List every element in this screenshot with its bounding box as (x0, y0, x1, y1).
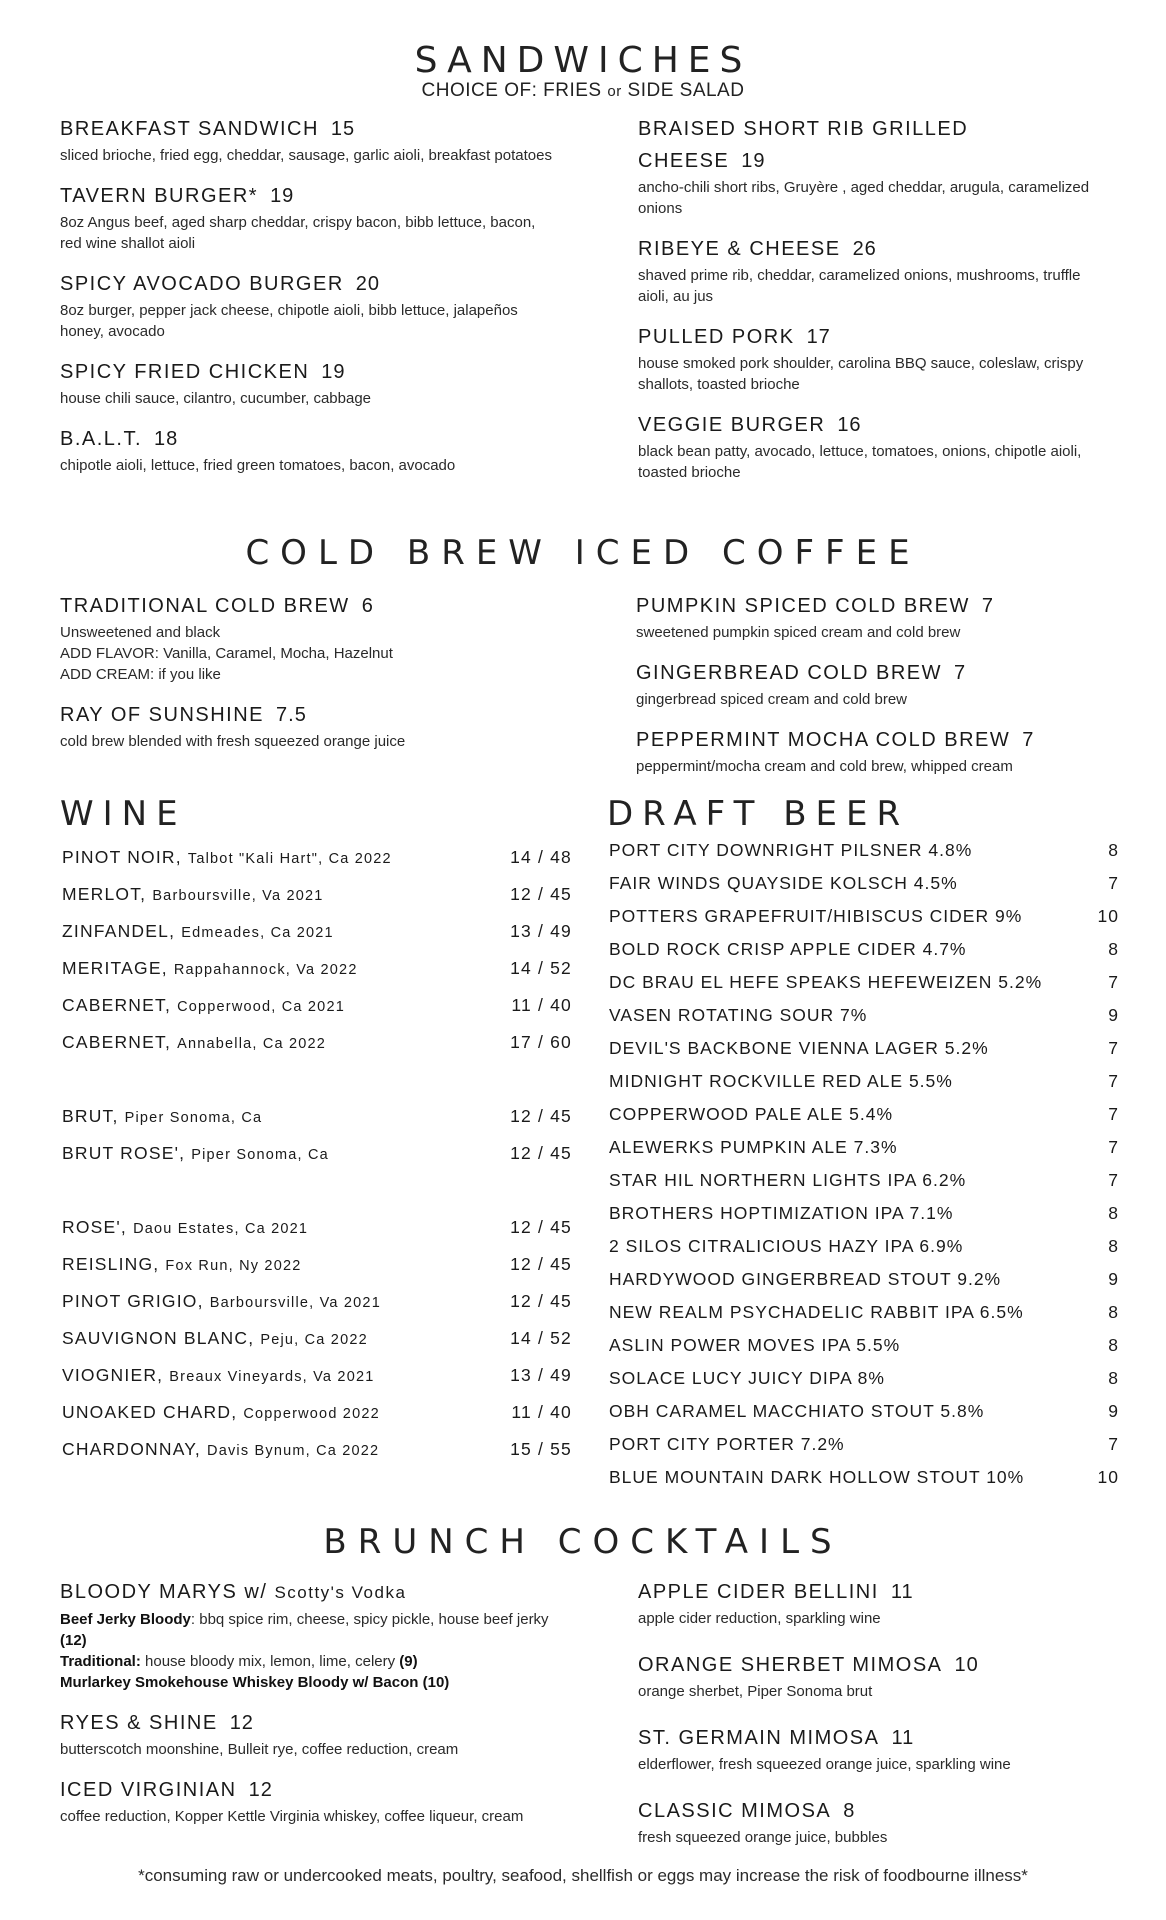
beer-row: HARDYWOOD GINGERBREAD STOUT 9.2% 9 (609, 1269, 1119, 1289)
wine-row: VIOGNIER, Breaux Vineyards, Va 2021 13 / 49 (62, 1365, 572, 1385)
cocktails-left-column (60, 1576, 560, 1841)
cocktails-title: BRUNCH COCKTAILS (323, 1522, 843, 1562)
beer-row: COPPERWOOD PALE ALE 5.4% 7 (609, 1104, 1119, 1124)
beer-row: BLUE MOUNTAIN DARK HOLLOW STOUT 10% 10 (609, 1467, 1119, 1487)
menu-item: SPICY FRIED CHICKEN 19 house chili sauce, cilantro, cucumber, cabbage (60, 361, 372, 407)
coffee-left-column (60, 590, 560, 766)
beer-title: DRAFT BEER (607, 794, 910, 834)
beer-row: PORT CITY DOWNRIGHT PILSNER 4.8% 8 (609, 840, 1119, 860)
beer-row: BROTHERS HOPTIMIZATION IPA 7.1% 8 (609, 1203, 1119, 1223)
wine-row: REISLING, Fox Run, Ny 2022 12 / 45 (62, 1254, 572, 1274)
wine-title: WINE (60, 794, 187, 834)
wine-row: MERLOT, Barboursville, Va 2021 12 / 45 (62, 884, 572, 904)
wine-row: ZINFANDEL, Edmeades, Ca 2021 13 / 49 (62, 921, 572, 941)
beer-row: POTTERS GRAPEFRUIT/HIBISCUS CIDER 9% 10 (609, 906, 1119, 926)
menu-item: PEPPERMINT MOCHA COLD BREW 7 peppermint/mocha cream and cold brew, whipped cream (636, 729, 1035, 775)
menu-item: SPICY AVOCADO BURGER 20 8oz burger, pepper jack cheese, chipotle aioli, bibb lettuce, jalapeños honey, avocado (60, 273, 518, 340)
menu-item: BREAKFAST SANDWICH 15 sliced brioche, fried egg, cheddar, sausage, garlic aioli, breakfast potatoes (60, 118, 552, 164)
menu-item: PUMPKIN SPICED COLD BREW 7 sweetened pumpkin spiced cream and cold brew (636, 595, 994, 641)
menu-item: TRADITIONAL COLD BREW 6 Unsweetened and black ADD FLAVOR: Vanilla, Caramel, Mocha, Hazelnut ADD CREAM: if you like (60, 595, 393, 683)
beer-row: DEVIL'S BACKBONE VIENNA LAGER 5.2% 7 (609, 1038, 1119, 1058)
beer-row: PORT CITY PORTER 7.2% 7 (609, 1434, 1119, 1454)
beer-row: NEW REALM PSYCHADELIC RABBIT IPA 6.5% 8 (609, 1302, 1119, 1322)
beer-row: STAR HIL NORTHERN LIGHTS IPA 6.2% 7 (609, 1170, 1119, 1190)
cocktails-right-column (638, 1576, 1108, 1862)
wine-row: CABERNET, Copperwood, Ca 2021 11 / 40 (62, 995, 572, 1015)
beer-row: OBH CARAMEL MACCHIATO STOUT 5.8% 9 (609, 1401, 1119, 1421)
coffee-right-column (636, 590, 1116, 791)
menu-item: GINGERBREAD COLD BREW 7 gingerbread spiced cream and cold brew (636, 662, 967, 708)
sandwiches-right-column (638, 113, 1108, 497)
menu-item: B.A.L.T. 18 chipotle aioli, lettuce, fried green tomatoes, bacon, avocado (60, 428, 456, 474)
wine-row: CHARDONNAY, Davis Bynum, Ca 2022 15 / 55 (62, 1439, 572, 1459)
wine-row: PINOT NOIR, Talbot "Kali Hart", Ca 2022 14 / 48 (62, 847, 572, 867)
wine-row: CABERNET, Annabella, Ca 2022 17 / 60 (62, 1032, 572, 1052)
menu-item: APPLE CIDER BELLINI 11 apple cider reduction, sparkling wine (638, 1581, 914, 1627)
wine-row: SAUVIGNON BLANC, Peju, Ca 2022 14 / 52 (62, 1328, 572, 1348)
menu-item: BRAISED SHORT RIB GRILLED CHEESE 19 ancho-chili short ribs, Gruyère , aged cheddar, arugula, caramelized onions (638, 118, 1090, 217)
beer-row: MIDNIGHT ROCKVILLE RED ALE 5.5% 7 (609, 1071, 1119, 1091)
wine-row: ROSE', Daou Estates, Ca 2021 12 / 45 (62, 1217, 572, 1237)
menu-item: RIBEYE & CHEESE 26 shaved prime rib, cheddar, caramelized onions, mushrooms, truffle aioli, au jus (638, 238, 1081, 305)
beer-row: VASEN ROTATING SOUR 7% 9 (609, 1005, 1119, 1025)
menu-item: ORANGE SHERBET MIMOSA 10 orange sherbet, Piper Sonoma brut (638, 1654, 979, 1700)
wine-row: BRUT ROSE', Piper Sonoma, Ca 12 / 45 (62, 1143, 572, 1163)
menu-item: VEGGIE BURGER 16 black bean patty, avocado, lettuce, tomatoes, onions, chipotle aioli, toasted brioche (638, 414, 1082, 481)
wine-row: UNOAKED CHARD, Copperwood 2022 11 / 40 (62, 1402, 572, 1422)
menu-item-bloody-marys: BLOODY MARYS w/ Scotty's Vodka Beef Jerky Bloody: bbq spice rim, cheese, spicy pickle, house beef jerky (12) Traditional: house bloody mix, lemon, lime, celery (9) Murlarkey Smokehouse Whiskey Bloody w/ Bacon (10) (60, 1581, 549, 1691)
beer-row: DC BRAU EL HEFE SPEAKS HEFEWEIZEN 5.2% 7 (609, 972, 1119, 992)
wine-row: MERITAGE, Rappahannock, Va 2022 14 / 52 (62, 958, 572, 978)
beer-row: ASLIN POWER MOVES IPA 5.5% 8 (609, 1335, 1119, 1355)
sandwiches-subtitle: CHOICE OF: FRIES or SIDE SALAD (421, 80, 745, 101)
menu-item: ICED VIRGINIAN 12 coffee reduction, Kopper Kettle Virginia whiskey, coffee liqueur, cream (60, 1779, 524, 1825)
menu-item: RAY OF SUNSHINE 7.5 cold brew blended with fresh squeezed orange juice (60, 704, 406, 750)
menu-item: TAVERN BURGER* 19 8oz Angus beef, aged sharp cheddar, crispy bacon, bibb lettuce, bacon, red wine shallot aioli (60, 185, 536, 252)
coffee-title: COLD BREW ICED COFFEE (245, 533, 921, 573)
beer-row: FAIR WINDS QUAYSIDE KOLSCH 4.5% 7 (609, 873, 1119, 893)
menu-item: PULLED PORK 17 house smoked pork shoulder, carolina BBQ sauce, coleslaw, crispy shallots, toasted brioche (638, 326, 1084, 393)
beer-row: SOLACE LUCY JUICY DIPA 8% 8 (609, 1368, 1119, 1388)
beer-row: 2 SILOS CITRALICIOUS HAZY IPA 6.9% 8 (609, 1236, 1119, 1256)
beer-row: BOLD ROCK CRISP APPLE CIDER 4.7% 8 (609, 939, 1119, 959)
sandwiches-title: SANDWICHES (414, 40, 752, 81)
wine-row: BRUT, Piper Sonoma, Ca 12 / 45 (62, 1106, 572, 1126)
wine-row: PINOT GRIGIO, Barboursville, Va 2021 12 / 45 (62, 1291, 572, 1311)
menu-item: RYES & SHINE 12 butterscotch moonshine, Bulleit rye, coffee reduction, cream (60, 1712, 459, 1758)
footnote: *consuming raw or undercooked meats, poultry, seafood, shellfish or eggs may increase the risk of foodbourne illness* (138, 1866, 1028, 1885)
menu-item: CLASSIC MIMOSA 8 fresh squeezed orange juice, bubbles (638, 1800, 888, 1846)
beer-row: ALEWERKS PUMPKIN ALE 7.3% 7 (609, 1137, 1119, 1157)
sandwiches-left-column (60, 113, 560, 490)
menu-item: ST. GERMAIN MIMOSA 11 elderflower, fresh squeezed orange juice, sparkling wine (638, 1727, 1011, 1773)
